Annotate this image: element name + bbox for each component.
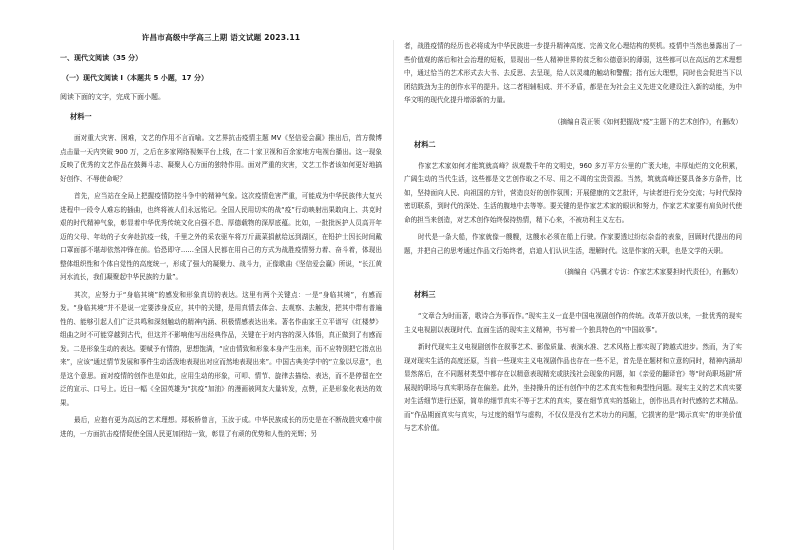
subsection-heading: （一）现代文阅读 I（本题共 5 小题，17 分） <box>62 74 208 82</box>
material-3-title: 材料三 <box>414 290 436 299</box>
source-citation-1: （摘编自袁正领《如何把握战“疫”主题下的艺术创作》，有删改） <box>553 117 742 126</box>
paragraph: 时代是一条大船，作家就像一艘艘，这艘水必须在船上行驶。作家要透过纷纭杂沓的表象，回顾时代提出的问题，并把自己的思考通过作品文行始终者，启迪人们认识生活，理解时代。这是作家的天职，也是文学的天职。 <box>404 233 742 255</box>
source-citation-2: （摘编自《冯骥才专访：作家艺术家要担时代责任》，有删改） <box>560 268 742 276</box>
left-column <box>60 32 382 550</box>
exam-title: 许昌市高级中学高三上期 语文试题 2023.11 <box>141 33 301 42</box>
paragraph: 首先，应当站在全局上把握疫情防控斗争中的精神气象。这次疫情危害严重，可能成为中华民族伟大复兴进程中一段令人难忘的插曲，也终将被人们永远铭记。全国人民用切实的战“疫”行动映射出果敢向上、共克时艰的时代精神气象，彰显着中华优秀传统文化自强不息、厚德载物的深厚底蕴。比如，一批批医护人员高开年迈的父母、年幼的子女奔赴抗疫一线，千里之外的采农驱车将万斤蔬菜捐献给远到湖区，在铅护士因长时间戴口罩面部不堪却依然冲锋在前。恰恐即守……全国人民都在用自己的方式为战胜疫情努力着、奋斗着，体现出整体组织性和个体自觉性的高度统一，形成了强大的凝聚力、战斗力，正像歌曲《坚信爱会赢》所说，“长江黄河水流长，我们凝聚起中华民族的力量”。 <box>60 192 382 281</box>
right-column <box>404 40 742 550</box>
material-1-title: 材料一 <box>70 112 92 121</box>
paragraph: “文章合为时而著，歌诗合为事而作。”现实主义一直是中国电视剧创作的传统。改革开放以来，一批优秀的现实主义电视剧以表现时代、直面生活的现实主义精神，书写着一个独具特色的“中国故事”。 <box>404 312 742 334</box>
paragraph: 面对重大灾害、困难，文艺的作用不言而喻。文艺界抗击疫情主题 MV《坚信爱会赢》推出后，首方微博点击量一天内突破 900 万，之后在多家网络视频平台上线，在二十家卫视和百余家地方电视台播出。这一现象反映了优秀的文艺作品在鼓舞斗志、凝聚人心方面的独特作用。面对严重的灾害，文艺工作者该如何更好地搞好创作、不辱使命呢？ <box>60 134 382 183</box>
material-2-title: 材料二 <box>414 139 436 149</box>
paragraph-continued: 者，战胜疫情的经历也必将成为中华民族进一步提升精神高度、完善文化心理结构的契机。疫情中当然也暴露出了一些价值观的落后和社会治理的短板，显现出一些人精神世界的贫乏和公德意识的薄弱，这些都可以在高远的艺术理想中，通过恰当的艺术形式去大书、去反思、去呈现，给人以灵魂的触动和警醒；指有远大理想，同时也会促进当下以团结鼓劲为主的创作水平的提升。这二者相辅相成、并不矛盾，都是在为社会主义先进文化建设注入新的动能，为中华文明的现代化提升增添新的力量。 <box>404 42 742 104</box>
paragraph: 作家艺术家如何才能筑就高峰？纵观数千年的文明史，960 多万平方公里的广袤大地，丰厚灿烂的文化积累，广阔生动的当代生活，这些都是文艺创作取之不尽、用之不竭的宝贵资源。当然，筑就高峰还要具备多方条件，比如，坚持面向人民、向祖国的方针，营造良好的创作氛围；开展健康的文艺批评，与读者进行充分交流；与时代保持密切联系，到时代的深处、生活的腹地中去等等。要关键的是作家艺术家的眼识和努力，作家艺术家要有肩负时代使命的担当来创造，对艺术创作始终保持热情，精下心来，不被功利主义左右。 <box>404 161 742 224</box>
paragraph: 其次，应努力于“身临其境”的感发和形象真切的表达。这里有两个关键点：一是“身临其境”，有感而发。“身临其境”并不是说一定要涉身反应，其中的关键，是用真情去体会、去观察、去触发，把其中带有普遍性的、能够引起人们广泛共鸣和深刻触动的精神内涵、积极情感表达出来。著名作曲家王立平谱写《红楼梦》组曲之时不可能穿越到古代，但这并不影响他写出经典作品，关键在于对内容的深入体悟，真正做到了有感而发。二是形象生动的表达。要赋予有情韵，思想饱满，“应由情致和形象本身产生出来，而不应特别把它指点出来”，应该“通过情节发展和事件生动活泼地表现出对应而然地表现出来”。中国古典美学中的“立象以尽意”，也是这个意思。面对疫情的创作也是如此，应用生动的形象，可叩、情节、旋律去描绘、表达，而不是停留在空泛的宣示、口号上。近日一幅《全国英雄为“抗疫”加油》的漫画被网友大量转发，点赞，正是形象化表达的效果。 <box>60 290 382 407</box>
section-heading: 一、现代文阅读（35 分） <box>60 54 143 62</box>
paragraph: 最后，应抱有更为高远的艺术理想。郑板桥曾言，玉汝于成。中华民族成长的历史是在不断战胜灾难中前进的，一方面抗击疫情促使全国人民更加团结一致，彰显了有顽的优势和人性的光辉；另 <box>60 416 382 438</box>
paragraph: 新时代现实主义电视剧创作在叙事艺术、影像质量、表演水准、艺术风格上都实现了跨越式进步。然而，为了实现对现实生活的高度还原，当前一些现实主义电视剧作品也存在一些不足，首先是在题材和立意的同时，精神内涵却显然落后，在不同题材类型中都存在以精意表现精充或肤浅社会现象的问题，如《亲爱的翻译官》等“时尚职场剧”所展现的职场与真实职场存在偏差。此外，坐持操升的还有创作中的艺术真实性和典型性问题。现实主义的艺术真实要对生活细节进行还原，简单的细节真实不等于艺术的真实，要在细节真实的基础上，创作出具有时代感的艺术精品。而“作品期面真实与真实，与过度的细节与虚构，不仅仅是没有艺术功力的问题，它损害的是“揭示真实”的审美价值与艺术价值。 <box>404 343 742 432</box>
reading-instruction: 阅读下面的文字，完成下面小题。 <box>60 93 165 101</box>
column-divider <box>393 40 394 550</box>
